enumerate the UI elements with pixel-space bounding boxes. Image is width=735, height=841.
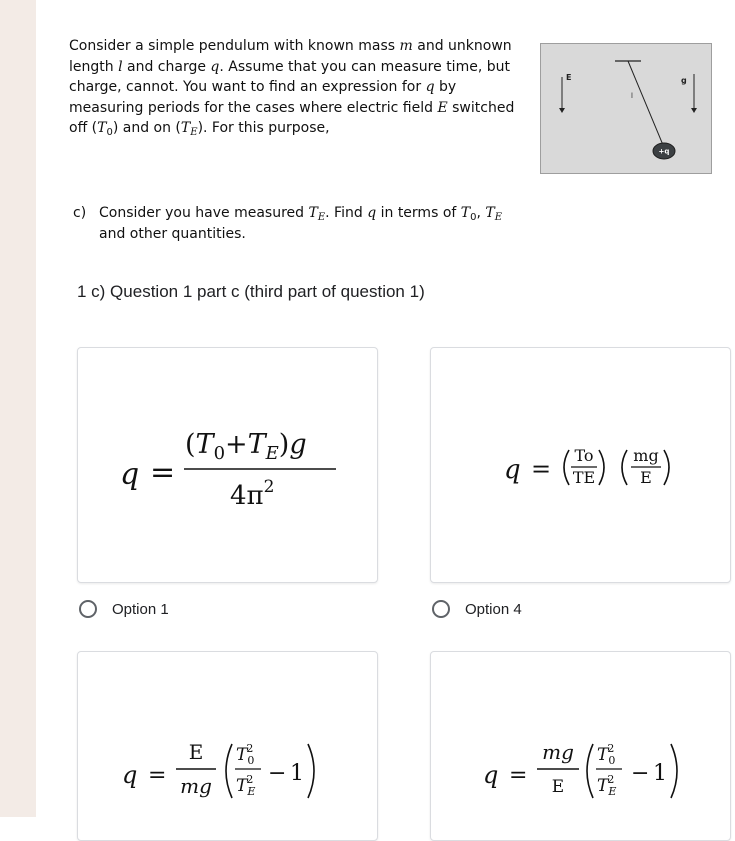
problem-line-2: length l and charge q. Assume that you can measure time, but [69, 58, 510, 75]
paren-right-1 [599, 450, 604, 485]
formula-lhs: q [122, 761, 138, 789]
formula-denominator: E [551, 777, 565, 797]
gravity-arrow-head [691, 108, 697, 113]
option-4-radio[interactable] [432, 600, 450, 618]
paren-right-2 [664, 450, 669, 485]
fraction-2-numerator: mg [633, 446, 659, 465]
fraction-1-denominator: TE [572, 468, 596, 487]
paren-left [587, 744, 593, 798]
option-card-lower-left[interactable] [77, 651, 378, 841]
part-c-line-2: and other quantities. [99, 225, 246, 242]
option-card-lower-right[interactable] [430, 651, 731, 841]
formula-denominator: mg [180, 774, 212, 798]
part-c-text [73, 203, 533, 244]
formula-denominator: $4\pi^2$ [230, 477, 275, 511]
formula-equals: = [148, 763, 167, 788]
label-l: l [631, 92, 633, 100]
inner-denominator: T2 E [597, 773, 617, 798]
paren-left-1 [564, 450, 569, 485]
fraction-1-numerator: To [574, 446, 594, 465]
paren-left-2 [622, 450, 627, 485]
formula-lhs: q [483, 761, 499, 789]
formula-minus: − [268, 761, 287, 786]
inner-numerator: T2 0 [236, 742, 255, 767]
formula-one: 1 [290, 761, 304, 786]
option-1-label[interactable]: Option 1 [112, 600, 169, 618]
option-4-image-card[interactable] [430, 347, 731, 583]
inner-denominator: T2 E [236, 773, 256, 798]
paren-right [671, 744, 677, 798]
label-g: g [681, 76, 687, 85]
paren-right [308, 744, 314, 798]
formula-numerator: $(T_0+T_E)g$ [185, 429, 307, 464]
label-E: E [566, 73, 572, 82]
option-4-radio-row[interactable] [432, 600, 522, 618]
lower-right-formula [431, 652, 731, 841]
option-4-label[interactable]: Option 4 [465, 600, 522, 618]
left-background-strip [0, 0, 36, 817]
label-charge: +q [658, 147, 670, 156]
option-1-image-card[interactable] [77, 347, 378, 583]
problem-line-4: measuring periods for the cases where electric field E switched [69, 99, 515, 116]
problem-statement [69, 36, 524, 139]
paren-left [226, 744, 232, 798]
formula-numerator: mg [542, 740, 574, 764]
formula-numerator: E [188, 740, 204, 764]
formula-minus: − [631, 761, 650, 786]
option-1-formula [78, 348, 378, 583]
lower-left-formula [78, 652, 378, 841]
fraction-2-denominator: E [640, 468, 652, 487]
option-1-radio-row[interactable] [79, 600, 169, 618]
formula-equals: = [509, 763, 528, 788]
inner-numerator: T2 0 [597, 742, 616, 767]
option-1-radio[interactable] [79, 600, 97, 618]
problem-line-1: Consider a simple pendulum with known mass m and unknown [69, 38, 512, 54]
problem-line-5: off $(T_0)$ and on $(T_E)$. For this purpose, [69, 120, 330, 138]
pendulum-figure [540, 43, 712, 174]
formula-lhs: q [120, 457, 140, 492]
formula-lhs: q [504, 455, 521, 485]
formula-one: 1 [653, 761, 667, 786]
part-c-line-1: c) Consider you have measured $T_E$. Find q in terms of $T_0$, $T_E$ [73, 205, 503, 223]
formula-equals: = [531, 455, 552, 483]
field-arrow-E-head [559, 108, 565, 113]
pendulum-string [628, 61, 663, 145]
formula-equals: = [150, 455, 176, 490]
option-4-formula [431, 348, 731, 583]
problem-line-3: charge, cannot. You want to find an expression for q by [69, 79, 457, 95]
question-title: 1 c) Question 1 part c (third part of question 1) [77, 282, 425, 301]
pendulum-diagram [541, 44, 713, 175]
